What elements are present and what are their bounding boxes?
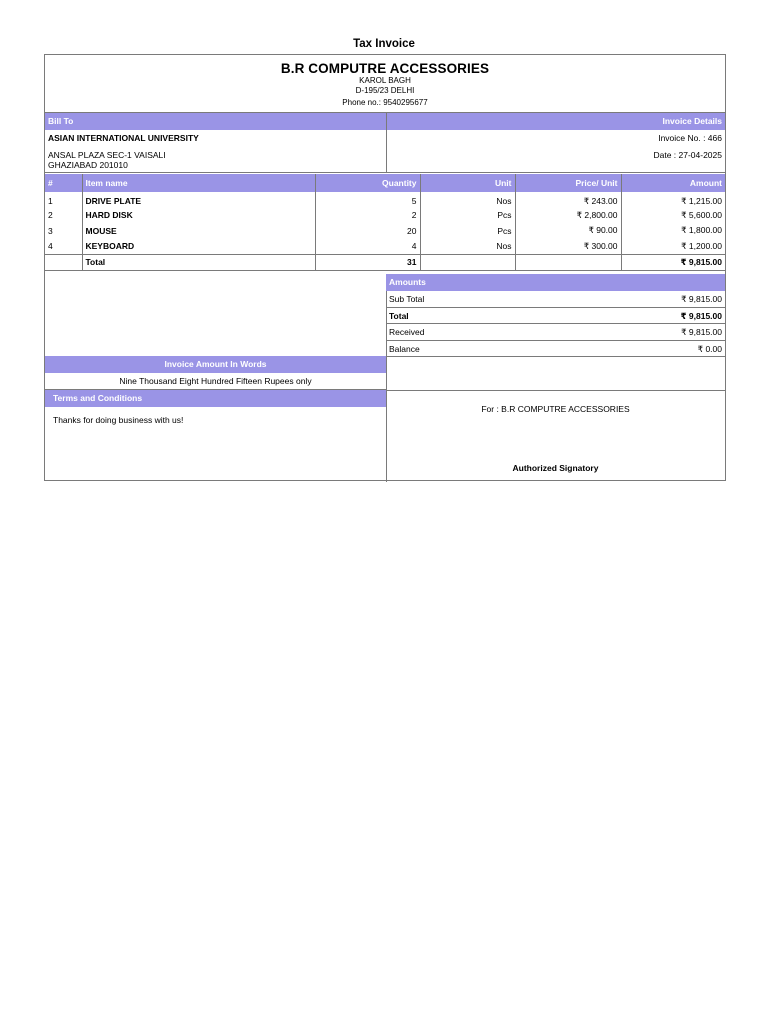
col-header-amount: Amount [621, 174, 725, 192]
total-amount: ₹ 9,815.00 [621, 254, 725, 270]
amounts-header: Amounts [386, 274, 725, 291]
received-label: Received [389, 327, 425, 337]
row-amount: ₹ 1,215.00 [621, 192, 725, 208]
items-header-row [45, 174, 725, 192]
total-price-cell [515, 254, 621, 270]
bill-to-header: Bill To [45, 113, 386, 130]
received-value: ₹ 9,815.00 [681, 327, 722, 337]
terms-header: Terms and Conditions [45, 390, 386, 407]
customer-address-line2: GHAZIABAD 201010 [48, 160, 128, 170]
col-header-price-unit: Price/ Unit [515, 174, 621, 192]
sub-total-value: ₹ 9,815.00 [681, 294, 722, 304]
total-label: Total [82, 254, 315, 270]
terms-text: Thanks for doing business with us! [53, 415, 184, 425]
amounts-block [386, 274, 725, 357]
amount-in-words-header: Invoice Amount In Words [45, 356, 386, 373]
received-row [386, 324, 725, 341]
row-index: 1 [48, 196, 53, 207]
authorized-signatory-label: Authorized Signatory [512, 463, 599, 473]
invoice-date: Date : 27-04-2025 [653, 150, 722, 160]
sub-total-row [386, 291, 725, 308]
grand-total-label: Total [389, 310, 409, 321]
grand-total-row [386, 308, 725, 325]
balance-label: Balance [389, 343, 420, 354]
row-unit: Nos [420, 239, 515, 255]
table-row [45, 223, 725, 239]
items-table [45, 174, 725, 271]
company-phone: Phone no.: 9540295677 [342, 98, 428, 107]
sub-total-label: Sub Total [389, 294, 425, 304]
row-item-name: KEYBOARD [82, 239, 315, 255]
row-amount: ₹ 1,800.00 [621, 223, 725, 239]
row-price: ₹ 2,800.00 [515, 208, 621, 224]
total-quantity: 31 [315, 254, 420, 270]
table-row [45, 208, 725, 224]
table-row [45, 192, 725, 208]
row-index: 3 [48, 225, 53, 236]
row-quantity: 2 [315, 208, 420, 224]
row-item-name: DRIVE PLATE [82, 192, 315, 208]
grand-total-value: ₹ 9,815.00 [680, 310, 722, 321]
invoice-details-header: Invoice Details [387, 113, 725, 130]
row-amount: ₹ 1,200.00 [621, 239, 725, 255]
row-unit: Pcs [420, 223, 515, 239]
balance-row [386, 341, 725, 358]
row-index: 4 [48, 241, 53, 251]
company-address-line2: D-195/23 DELHI [355, 86, 415, 95]
total-row [45, 254, 725, 270]
row-item-name: MOUSE [82, 223, 315, 239]
company-address-line1: KAROL BAGH [359, 76, 411, 85]
col-header-quantity: Quantity [315, 174, 420, 192]
col-header-item-name: Item name [82, 174, 315, 192]
total-unit-cell [420, 254, 515, 270]
invoice-frame [44, 54, 726, 481]
col-header-index: # [48, 178, 53, 188]
col-header-unit: Unit [420, 174, 515, 192]
row-price: ₹ 90.00 [515, 223, 621, 239]
row-unit: Nos [420, 192, 515, 208]
amounts-bottom-line [386, 390, 725, 391]
row-index: 2 [48, 210, 53, 221]
row-item-name: HARD DISK [82, 208, 315, 224]
row-amount: ₹ 5,600.00 [621, 208, 725, 224]
bill-section [45, 113, 725, 173]
row-price: ₹ 300.00 [515, 239, 621, 255]
document-title: Tax Invoice [353, 38, 415, 50]
invoice-number: Invoice No. : 466 [658, 133, 722, 143]
total-row-index-cell [45, 254, 82, 270]
row-quantity: 5 [315, 192, 420, 208]
customer-name: ASIAN INTERNATIONAL UNIVERSITY [48, 133, 199, 143]
customer-address-line1: ANSAL PLAZA SEC-1 VAISALI [48, 150, 166, 160]
signature-for-line: For : B.R COMPUTRE ACCESSORIES [481, 404, 630, 414]
row-price: ₹ 243.00 [515, 192, 621, 208]
row-quantity: 20 [315, 223, 420, 239]
customer-address [48, 150, 166, 170]
company-header [45, 55, 725, 113]
row-quantity: 4 [315, 239, 420, 255]
amount-in-words-text: Nine Thousand Eight Hundred Fifteen Rupees only [45, 373, 386, 390]
balance-value: ₹ 0.00 [697, 343, 722, 354]
table-row [45, 239, 725, 255]
company-name: B.R COMPUTRE ACCESSORIES [280, 61, 490, 76]
row-unit: Pcs [420, 208, 515, 224]
